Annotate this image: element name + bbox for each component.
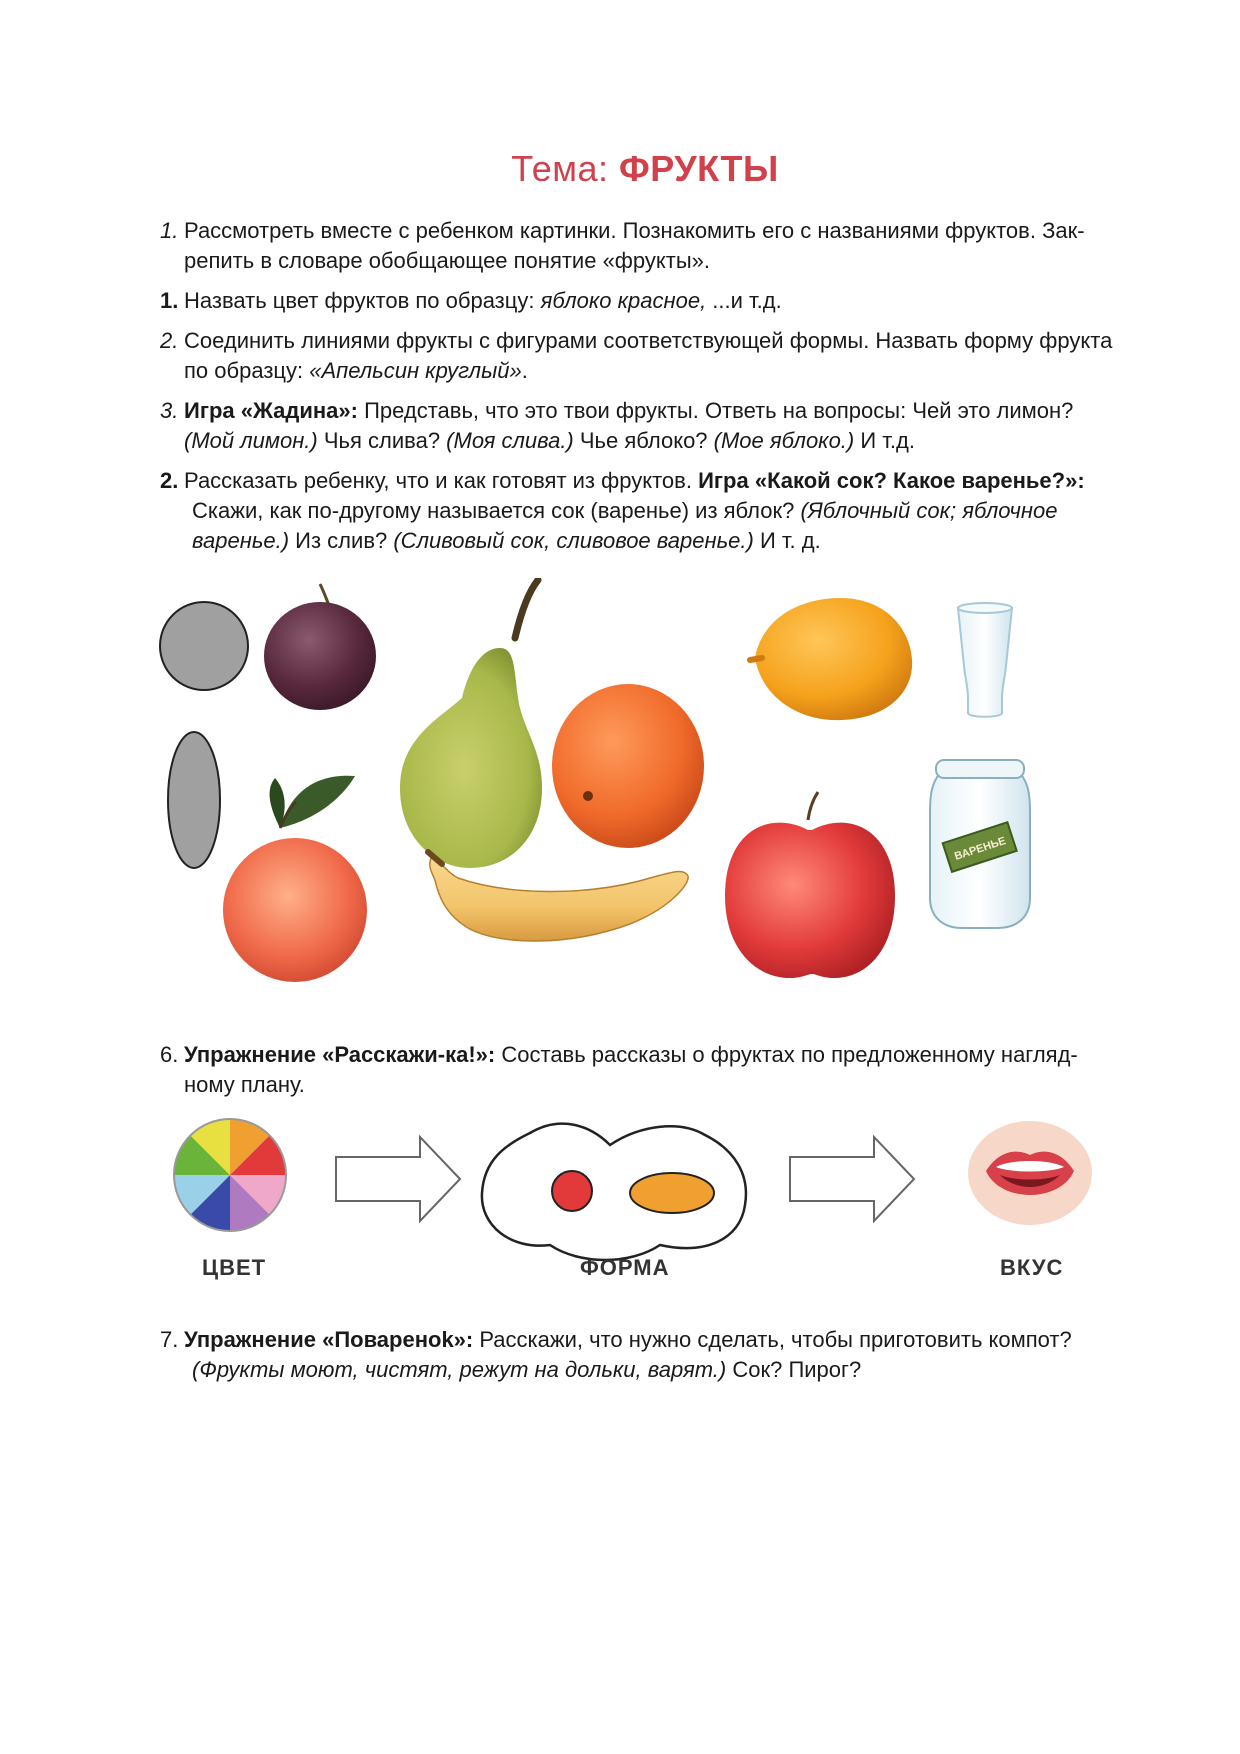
jam-label: ВАРЕНЬЕ	[953, 835, 1008, 863]
task-color: 1. Назвать цвет фруктов по образцу: яблоко красное, ...и т.д.	[160, 288, 782, 313]
page-title: Тема: ФРУКТЫ	[511, 148, 779, 189]
task-juice-game: 2. Рассказать ребенку, что и как готовят из фруктов. Игра «Какой сок? Какое варенье?»: Скажи, как по-другому называется сок (варенье) из яблок? (Яблочный сок; яблочное варенье.) Из слив? (Сливовый сок, сливовое варенье.) И т. д.	[160, 468, 1085, 553]
shapes-blob-icon	[482, 1124, 746, 1260]
lemon	[750, 598, 912, 720]
color-wheel-icon	[174, 1119, 286, 1231]
arrow-right-icon	[336, 1137, 460, 1221]
task-shape: 2. Соединить линиями фрукты с фигурами соответствующей формы. Назвать форму фрукта по образцу: «Апельсин круглый».	[160, 328, 1113, 383]
task-1: 1. Рассмотреть вместе с ребенком картинки. Познакомить его с названиями фруктов. Зак- репить в словаре обобщающее понятие «фрукты».	[160, 218, 1085, 273]
juice-glass	[958, 603, 1012, 717]
plan-label-taste: ВКУС	[1000, 1255, 1064, 1280]
task-greedy-game: 3. Игра «Жадина»: Представь, что это твои фрукты. Ответь на вопросы: Чей это лимон? (Мой лимон.) Чья слива? (Моя слива.) Чье яблоко? (Мое яблоко.) И т.д.	[160, 398, 1074, 453]
task-cook-exercise: 7. Упражнение «Повареноk»: Расскажи, что нужно сделать, чтобы приготовить компот? (Фрукты моют, чистят, режут на дольки, варят.) Сок? Пирог?	[160, 1327, 1072, 1382]
story-plan	[160, 1105, 1140, 1295]
fruits-illustration	[150, 578, 1130, 1018]
pear	[400, 580, 542, 868]
orange	[552, 684, 704, 848]
apple	[725, 792, 895, 978]
task-tell-exercise: 6. Упражнение «Расскажи-ка!»: Составь рассказы о фруктах по предложенному нагляд- ному плану.	[160, 1042, 1078, 1097]
arrow-right-icon	[790, 1137, 914, 1221]
plan-label-shape: ФОРМА	[580, 1255, 670, 1280]
plum	[264, 584, 376, 710]
plan-label-color: ЦВЕТ	[202, 1255, 267, 1280]
round-shape	[160, 602, 248, 690]
oval-shape	[168, 732, 220, 868]
peach	[223, 776, 367, 982]
mouth-icon	[968, 1121, 1092, 1225]
jam-jar	[930, 760, 1030, 928]
